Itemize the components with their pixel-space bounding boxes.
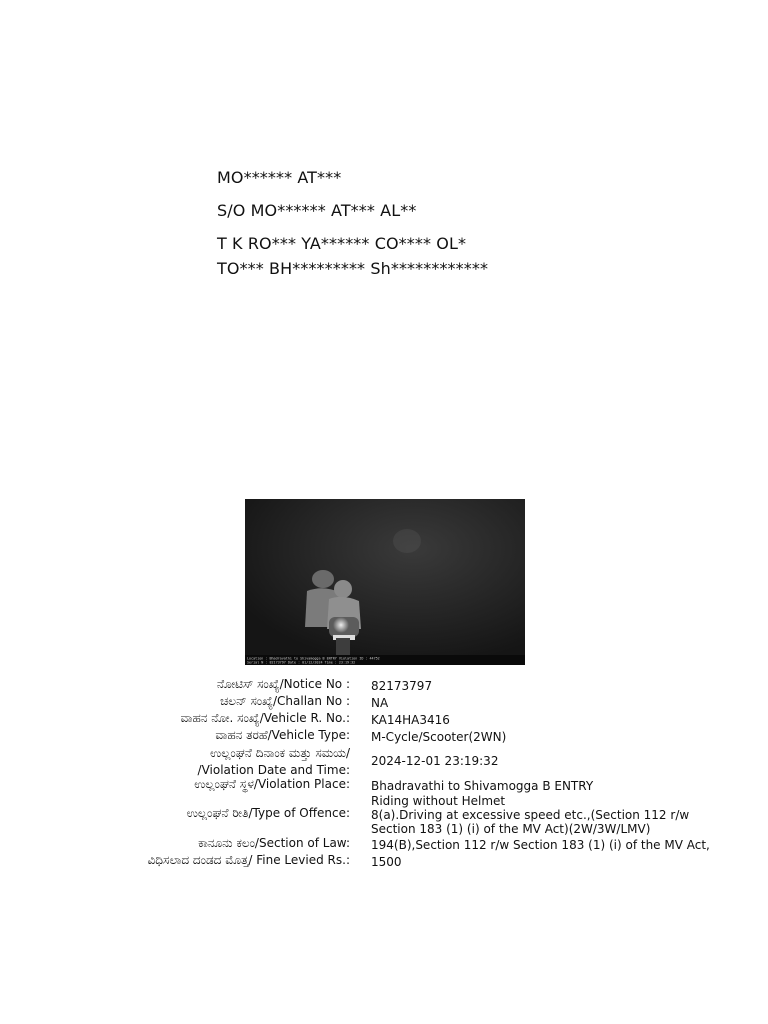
- photo-caption-line-2: Serial N : 82173797 Date : 01/12/2024 Time : 23:19:32: [247, 660, 356, 665]
- notice-no-value: 82173797: [371, 679, 433, 693]
- addressee-relation: S/O MO****** AT*** AL**: [217, 201, 417, 220]
- evidence-photo: [245, 499, 525, 665]
- section-of-law-value: 194(B),Section 112 r/w Section 183 (1) (i) of the MV Act,: [371, 838, 710, 852]
- violation-datetime-label: ಉಲ್ಲಂಘನೆ ದಿನಾಂಕ ಮತ್ತು ಸಮಯ/: [210, 746, 350, 760]
- vehicle-reg-value: KA14HA3416: [371, 713, 450, 727]
- fine-levied-label: ವಿಧಿಸಲಾದ ದಂಡದ ಮೊತ್ತ/ Fine Levied Rs.:: [147, 853, 350, 867]
- address-line-1: T K RO*** YA****** CO**** OL*: [217, 234, 467, 253]
- background-light: [393, 529, 421, 553]
- addressee-name: MO****** AT***: [217, 168, 342, 187]
- offence-type-detail: 8(a).Driving at excessive speed etc.,(Section 112 r/w Section 183 (1) (i) of the MV Act)(2W/3W/LMV): [371, 808, 690, 836]
- violation-datetime-label-2: /Violation Date and Time:: [197, 763, 350, 777]
- challan-no-value: NA: [371, 696, 389, 710]
- vehicle-type-label: ವಾಹನ ತರಹೆ/Vehicle Type:: [215, 728, 350, 742]
- offence-type-value: Riding without Helmet: [371, 794, 506, 808]
- address-line-2: TO*** BH********* Sh************: [217, 259, 489, 278]
- photo-caption-line-1: Location : Bhadravathi to Shivamogga B ENTRY Violation ID : 44752: [247, 656, 380, 661]
- fine-levied-value: 1500: [371, 855, 402, 869]
- vehicle-reg-label: ವಾಹನ ನೋ. ಸಂಖ್ಯೆ/Vehicle R. No.:: [180, 711, 350, 725]
- vehicle-type-value: M-Cycle/Scooter(2WN): [371, 730, 507, 744]
- challan-no-label: ಚಲನ್ ಸಂಖ್ಯೆ/Challan No :: [220, 694, 350, 708]
- violation-place-value: Bhadravathi to Shivamogga B ENTRY: [371, 779, 594, 793]
- violation-place-label: ಉಲ್ಲಂಘನೆ ಸ್ಥಳ/Violation Place:: [194, 777, 350, 791]
- notice-no-label: ನೋಟಿಸ್ ಸಂಖ್ಯೆ/Notice No :: [216, 677, 350, 691]
- violation-datetime-value: 2024-12-01 23:19:32: [371, 754, 499, 768]
- night-road-background: [245, 499, 525, 665]
- section-of-law-label: ಕಾನೂನು ಕಲಂ/Section of Law:: [198, 836, 350, 850]
- offence-type-label: ಉಲ್ಲಂಘನೆ ರೀತಿ/Type of Offence:: [186, 806, 350, 820]
